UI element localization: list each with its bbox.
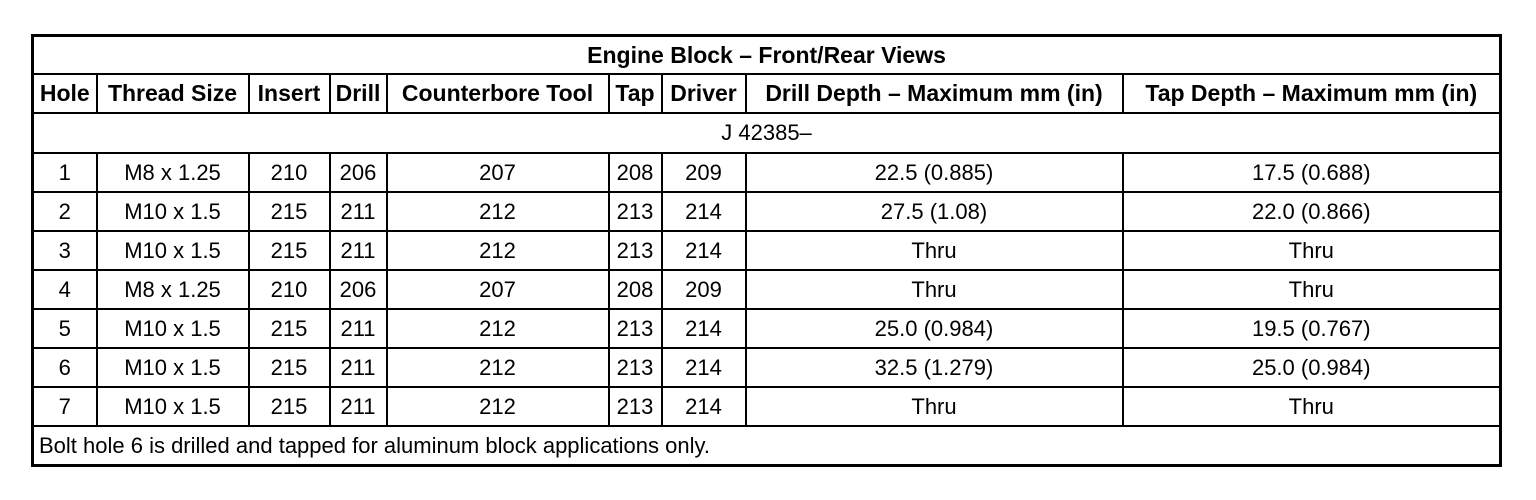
table-title: Engine Block – Front/Rear Views bbox=[33, 36, 1501, 75]
cell-tap-depth: 19.5 (0.767) bbox=[1123, 309, 1501, 348]
cell-counterbore-tool: 207 bbox=[387, 153, 609, 192]
cell-tap: 213 bbox=[609, 192, 662, 231]
table-row bbox=[33, 231, 1501, 270]
cell-tap-depth: 22.0 (0.866) bbox=[1123, 192, 1501, 231]
cell-tap: 213 bbox=[609, 231, 662, 270]
cell-driver: 214 bbox=[662, 387, 746, 426]
table-note: Bolt hole 6 is drilled and tapped for aluminum block applications only. bbox=[33, 426, 1501, 466]
cell-thread-size: M8 x 1.25 bbox=[97, 153, 249, 192]
table-row bbox=[33, 192, 1501, 231]
cell-driver: 209 bbox=[662, 153, 746, 192]
cell-driver: 214 bbox=[662, 231, 746, 270]
cell-counterbore-tool: 207 bbox=[387, 270, 609, 309]
cell-thread-size: M10 x 1.5 bbox=[97, 309, 249, 348]
cell-insert: 215 bbox=[249, 309, 330, 348]
cell-insert: 210 bbox=[249, 153, 330, 192]
table-note-row bbox=[33, 426, 1501, 466]
cell-drill-depth: 27.5 (1.08) bbox=[746, 192, 1123, 231]
cell-drill: 211 bbox=[330, 387, 387, 426]
header-insert: Insert bbox=[249, 74, 330, 113]
cell-insert: 215 bbox=[249, 192, 330, 231]
header-hole: Hole bbox=[33, 74, 97, 113]
cell-counterbore-tool: 212 bbox=[387, 387, 609, 426]
header-drill: Drill bbox=[330, 74, 387, 113]
cell-tap-depth: Thru bbox=[1123, 231, 1501, 270]
cell-counterbore-tool: 212 bbox=[387, 309, 609, 348]
cell-driver: 214 bbox=[662, 192, 746, 231]
cell-thread-size: M10 x 1.5 bbox=[97, 231, 249, 270]
cell-drill-depth: Thru bbox=[746, 270, 1123, 309]
cell-drill: 211 bbox=[330, 192, 387, 231]
cell-tap: 213 bbox=[609, 348, 662, 387]
header-counterbore-tool: Counterbore Tool bbox=[387, 74, 609, 113]
cell-insert: 215 bbox=[249, 348, 330, 387]
cell-thread-size: M10 x 1.5 bbox=[97, 192, 249, 231]
cell-drill: 211 bbox=[330, 231, 387, 270]
header-driver: Driver bbox=[662, 74, 746, 113]
cell-tap-depth: 17.5 (0.688) bbox=[1123, 153, 1501, 192]
cell-insert: 215 bbox=[249, 231, 330, 270]
header-thread-size: Thread Size bbox=[97, 74, 249, 113]
tool-prefix: J 42385– bbox=[33, 113, 1501, 153]
cell-drill-depth: Thru bbox=[746, 231, 1123, 270]
cell-drill: 206 bbox=[330, 270, 387, 309]
cell-counterbore-tool: 212 bbox=[387, 348, 609, 387]
cell-hole: 5 bbox=[33, 309, 97, 348]
table-title-row bbox=[33, 36, 1501, 75]
cell-drill-depth: Thru bbox=[746, 387, 1123, 426]
cell-thread-size: M10 x 1.5 bbox=[97, 387, 249, 426]
cell-tap-depth: 25.0 (0.984) bbox=[1123, 348, 1501, 387]
cell-hole: 4 bbox=[33, 270, 97, 309]
cell-tap: 208 bbox=[609, 270, 662, 309]
cell-drill: 211 bbox=[330, 309, 387, 348]
cell-driver: 214 bbox=[662, 309, 746, 348]
cell-tap: 213 bbox=[609, 309, 662, 348]
header-drill-depth: Drill Depth – Maximum mm (in) bbox=[746, 74, 1123, 113]
cell-drill-depth: 22.5 (0.885) bbox=[746, 153, 1123, 192]
cell-thread-size: M10 x 1.5 bbox=[97, 348, 249, 387]
cell-insert: 215 bbox=[249, 387, 330, 426]
cell-hole: 1 bbox=[33, 153, 97, 192]
cell-thread-size: M8 x 1.25 bbox=[97, 270, 249, 309]
cell-driver: 209 bbox=[662, 270, 746, 309]
cell-drill: 211 bbox=[330, 348, 387, 387]
cell-hole: 6 bbox=[33, 348, 97, 387]
header-tap-depth: Tap Depth – Maximum mm (in) bbox=[1123, 74, 1501, 113]
cell-hole: 3 bbox=[33, 231, 97, 270]
cell-insert: 210 bbox=[249, 270, 330, 309]
cell-counterbore-tool: 212 bbox=[387, 192, 609, 231]
table-row bbox=[33, 309, 1501, 348]
header-tap: Tap bbox=[609, 74, 662, 113]
cell-hole: 2 bbox=[33, 192, 97, 231]
cell-driver: 214 bbox=[662, 348, 746, 387]
table-row bbox=[33, 348, 1501, 387]
table-header-row bbox=[33, 74, 1501, 113]
engine-block-spec-table bbox=[31, 34, 1502, 467]
cell-tap: 213 bbox=[609, 387, 662, 426]
cell-hole: 7 bbox=[33, 387, 97, 426]
table-row bbox=[33, 387, 1501, 426]
cell-tap-depth: Thru bbox=[1123, 387, 1501, 426]
tool-prefix-row bbox=[33, 113, 1501, 153]
cell-drill-depth: 25.0 (0.984) bbox=[746, 309, 1123, 348]
cell-tap: 208 bbox=[609, 153, 662, 192]
table-row bbox=[33, 153, 1501, 192]
cell-counterbore-tool: 212 bbox=[387, 231, 609, 270]
table-row bbox=[33, 270, 1501, 309]
cell-drill-depth: 32.5 (1.279) bbox=[746, 348, 1123, 387]
cell-drill: 206 bbox=[330, 153, 387, 192]
cell-tap-depth: Thru bbox=[1123, 270, 1501, 309]
